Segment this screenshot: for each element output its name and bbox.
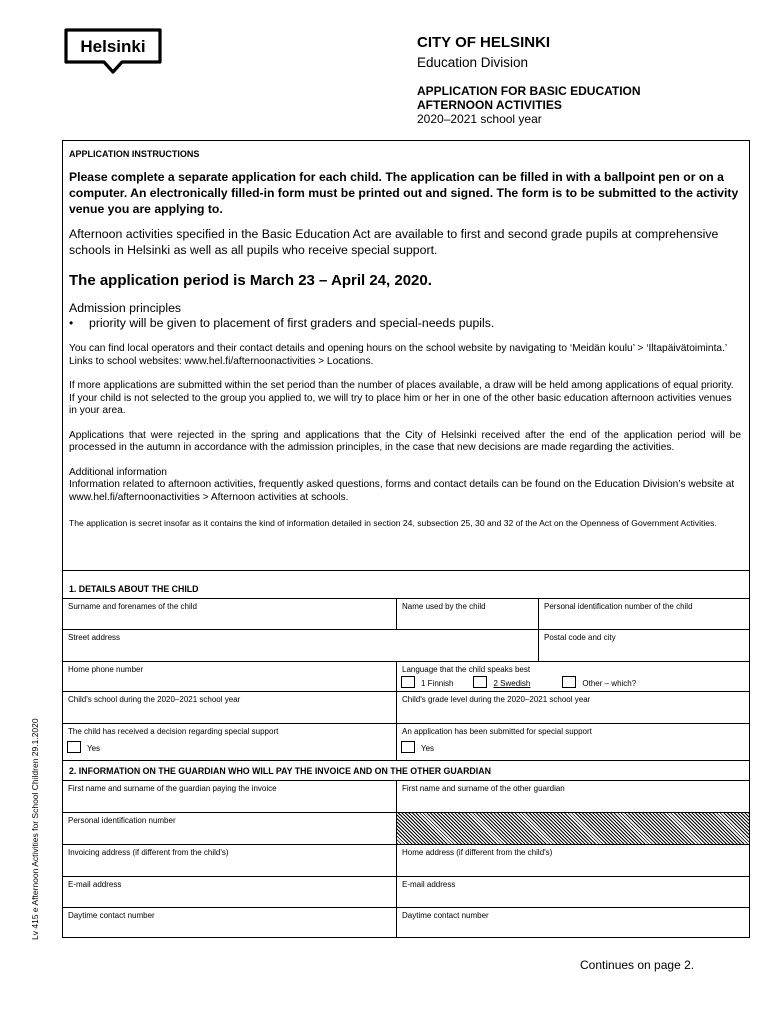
special-applied-yes[interactable]: Yes — [401, 741, 434, 753]
instructions-p1: Please complete a separate application for each child. The application can be filled in with a ballpoint pen or on a computer. An electronically filled-in form must be printed out and signed. The form is to be submitted to the activity venue you are applying to. — [69, 170, 739, 216]
lang-swedish-option[interactable]: 2 Swedish — [473, 676, 530, 688]
application-period: The application period is March 23 – April 24, 2020. — [69, 272, 432, 289]
logo-text: Helsinki — [80, 37, 146, 56]
child-school-field[interactable]: Child's school during the 2020–2021 school year — [63, 692, 397, 723]
child-pin-field[interactable]: Personal identification number of the child — [544, 602, 693, 611]
child-surname-field[interactable]: Surname and forenames of the child — [63, 599, 397, 629]
additional-text: Information related to afternoon activities, frequently asked questions, forms and contact details can be found on the Education Division’s website at www.hel.fi/afternoonactivities > Afternoon activities at schools. — [69, 479, 735, 503]
admission-bullet-text: priority will be given to placement of first graders and special-needs pupils. — [89, 316, 495, 330]
instructions-box — [62, 140, 750, 570]
instructions-heading: APPLICATION INSTRUCTIONS — [69, 149, 200, 159]
other-language-checkbox[interactable] — [562, 676, 576, 688]
child-name-row — [62, 598, 750, 629]
title-line-1: APPLICATION FOR BASIC EDUCATION — [417, 84, 641, 98]
home-address-field[interactable]: Home address (if different from the child's) — [402, 848, 553, 857]
document-header — [417, 34, 757, 126]
child-name-used-field[interactable]: Name used by the child — [397, 599, 539, 629]
guardian-pin-field[interactable]: Personal identification number — [63, 813, 397, 844]
special-applied-checkbox[interactable] — [401, 741, 415, 753]
guardian-email-row — [62, 876, 750, 907]
application-form — [62, 570, 750, 938]
payer-name-field[interactable]: First name and surname of the guardian paying the invoice — [63, 781, 397, 812]
city-title: CITY OF HELSINKI — [417, 34, 551, 51]
language-options — [401, 676, 648, 688]
language-field: Language that the child speaks best 1 Finnish 2 Swedish Other – which? — [397, 662, 749, 691]
instructions-p5: Applications that were rejected in the spring and applications that the City of Helsinki received after the end of the application period will be processed in the autumn in accordance with the admission principles, in the case that new decisions are made regarding the activities. — [69, 429, 741, 453]
special-decision-yes[interactable]: Yes — [67, 741, 100, 753]
payer-phone-field[interactable]: Daytime contact number — [63, 908, 397, 937]
instructions-p3: You can find local operators and their contact details and opening hours on the school website by navigating to ‘Meidän koulu’ > ‘Iltapäivätoiminta.’ Links to school websites: www.hel.fi/afternoonactivities > Locations. — [69, 343, 727, 367]
home-phone-field[interactable]: Home phone number — [63, 662, 397, 691]
title-line-2: AFTERNOON ACTIVITIES — [417, 98, 562, 112]
school-grade-row — [62, 691, 750, 723]
invoice-address-field[interactable]: Invoicing address (if different from the child's) — [63, 845, 397, 876]
guardian-pin-row — [62, 812, 750, 844]
application-title — [417, 84, 757, 112]
form-code: Lv 415 e Afternoon Activities for School Children 29.1.2020 — [30, 718, 40, 940]
swedish-checkbox[interactable] — [473, 676, 487, 688]
finnish-checkbox[interactable] — [401, 676, 415, 688]
other-guardian-name-field[interactable]: First name and surname of the other guardian — [402, 784, 565, 793]
secrecy-note: The application is secret insofar as it contains the kind of information detailed in section 24, subsection 25, 30 and 32 of the Act on the Openness of Government Activities. — [69, 518, 717, 528]
guardian-address-row — [62, 844, 750, 876]
continues-note: Continues on page 2. — [580, 958, 695, 972]
school-year: 2020–2021 school year — [417, 112, 542, 126]
admission-bullet — [69, 316, 741, 331]
bullet-icon: • — [69, 316, 74, 330]
section1-title: 1. DETAILS ABOUT THE CHILD — [62, 570, 750, 598]
other-email-field[interactable]: E-mail address — [402, 880, 456, 889]
hatched-cell — [397, 813, 749, 844]
helsinki-logo — [62, 26, 164, 74]
phone-language-row — [62, 661, 750, 691]
instructions-p4: If more applications are submitted within the set period than the number of places available, a draw will be held among applications of equal priority. If your child is not selected to the group you applied to, we will try to place him or her in one of the other basic education afternoon activities venues in your area. — [69, 380, 734, 416]
special-decision-field: The child has received a decision regarding special support Yes — [63, 724, 397, 760]
guardian-name-row — [62, 780, 750, 812]
instructions-p2: Afternoon activities specified in the Basic Education Act are available to first and second grade pupils at comprehensive schools in Helsinki as well as all pupils who receive special support. — [69, 227, 719, 257]
division-name: Education Division — [417, 55, 529, 70]
child-postal-field[interactable]: Postal code and city — [544, 633, 616, 642]
special-applied-field: An application has been submitted for special support Yes — [402, 727, 592, 753]
guardian-phone-row — [62, 907, 750, 938]
admission-title: Admission principles — [69, 301, 182, 315]
child-address-row — [62, 629, 750, 661]
other-phone-field[interactable]: Daytime contact number — [402, 911, 489, 920]
payer-email-field[interactable]: E-mail address — [63, 877, 397, 907]
special-support-row — [62, 723, 750, 760]
child-grade-field[interactable]: Child's grade level during the 2020–2021 school year — [402, 695, 591, 704]
section2-title: 2. INFORMATION ON THE GUARDIAN WHO WILL PAY THE INVOICE AND ON THE OTHER GUARDIAN — [62, 760, 750, 780]
lang-finnish-option[interactable]: 1 Finnish — [401, 676, 453, 688]
additional-title: Additional information — [69, 466, 167, 478]
special-decision-checkbox[interactable] — [67, 741, 81, 753]
lang-other-option[interactable]: Other – which? — [562, 676, 636, 688]
child-street-field[interactable]: Street address — [63, 630, 539, 661]
